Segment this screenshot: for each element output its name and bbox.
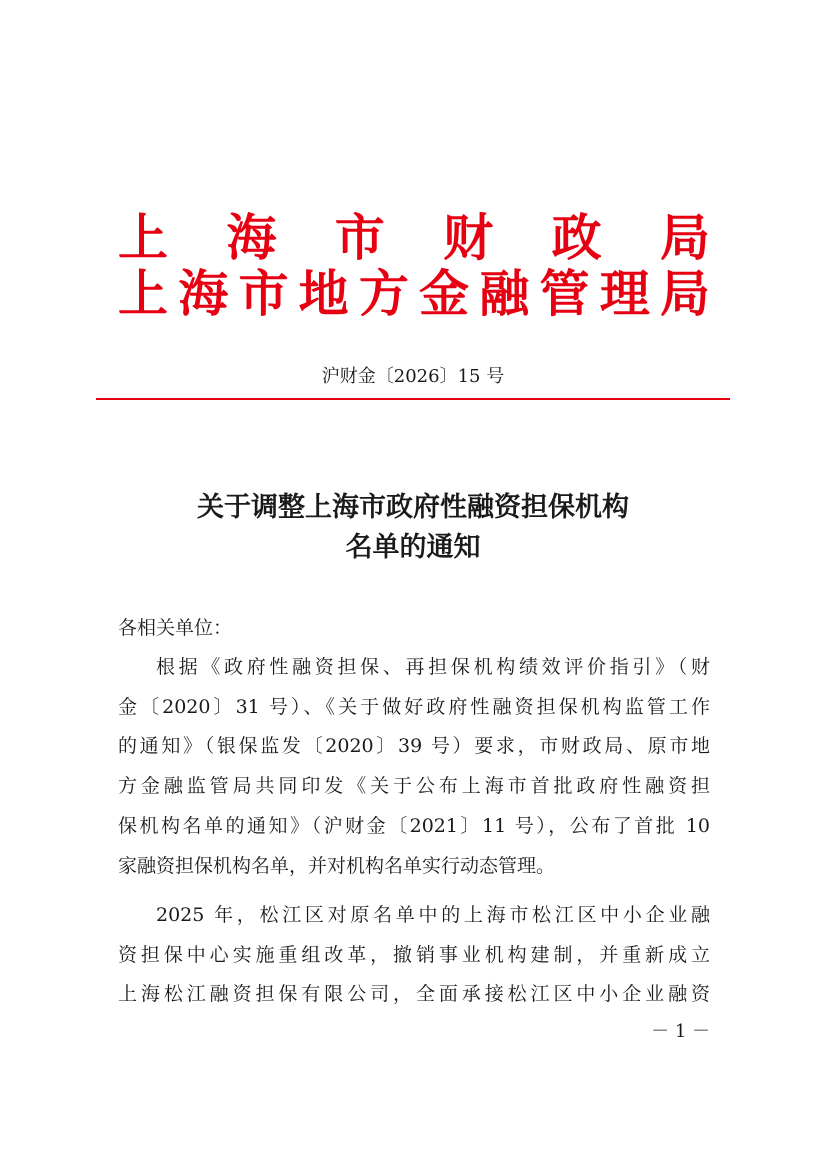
issuing-authority-line-1 (118, 210, 710, 266)
header-char: 海 (178, 265, 229, 323)
paragraph-line: 资担保中心实施重组改革，撤销事业机构建制，并重新成立 (118, 943, 710, 966)
header-char: 上 (118, 209, 168, 267)
document-number: 沪财金〔2026〕15 号 (321, 366, 505, 387)
issuing-authority-line-2 (118, 266, 710, 322)
header-char: 财 (443, 209, 494, 267)
paragraph-line: 上海松江融资担保有限公司，全面承接松江区中小企业融资 (118, 983, 710, 1006)
header-char: 上 (118, 265, 168, 323)
body-paragraph (118, 896, 710, 1015)
paragraph-line: 金〔2020〕31 号）、《关于做好政府性融资担保机构监管工作 (118, 695, 710, 718)
header-char: 政 (551, 209, 602, 267)
red-divider-line (96, 398, 730, 400)
body-paragraph (118, 648, 710, 886)
header-char: 地 (298, 265, 349, 323)
paragraph-line: 保机构名单的通知》（沪财金〔2021〕11 号），公布了首批 10 (118, 814, 710, 837)
document-title-line: 关于调整上海市政府性融资担保机构 (197, 492, 629, 523)
paragraph-line: 家融资担保机构名单，并对机构名单实行动态管理。 (118, 854, 556, 877)
salutation: 各相关单位： (118, 617, 233, 639)
header-char: 海 (226, 209, 277, 267)
paragraph-line: 的通知》（银保监发〔2020〕39 号）要求，市财政局、原市地 (118, 735, 710, 758)
page-number: － 1 － (651, 1021, 710, 1042)
header-char: 融 (479, 265, 530, 323)
header-char: 市 (238, 265, 289, 323)
header-char: 局 (659, 209, 710, 267)
document-title (0, 488, 826, 568)
header-char: 市 (334, 209, 385, 267)
paragraph-line: 根据《政府性融资担保、再担保机构绩效评价指引》（财 (156, 656, 710, 678)
paragraph-line: 方金融监管局共同印发《关于公布上海市首批政府性融资担 (118, 775, 710, 798)
paragraph-line: 2025 年，松江区对原名单中的上海市松江区中小企业融 (156, 904, 710, 926)
header-char: 方 (358, 265, 409, 323)
document-title-line: 名单的通知 (345, 532, 481, 563)
header-char: 管 (539, 265, 590, 323)
header-char: 局 (659, 265, 710, 323)
header-char: 金 (419, 265, 470, 323)
header-char: 理 (599, 265, 650, 323)
